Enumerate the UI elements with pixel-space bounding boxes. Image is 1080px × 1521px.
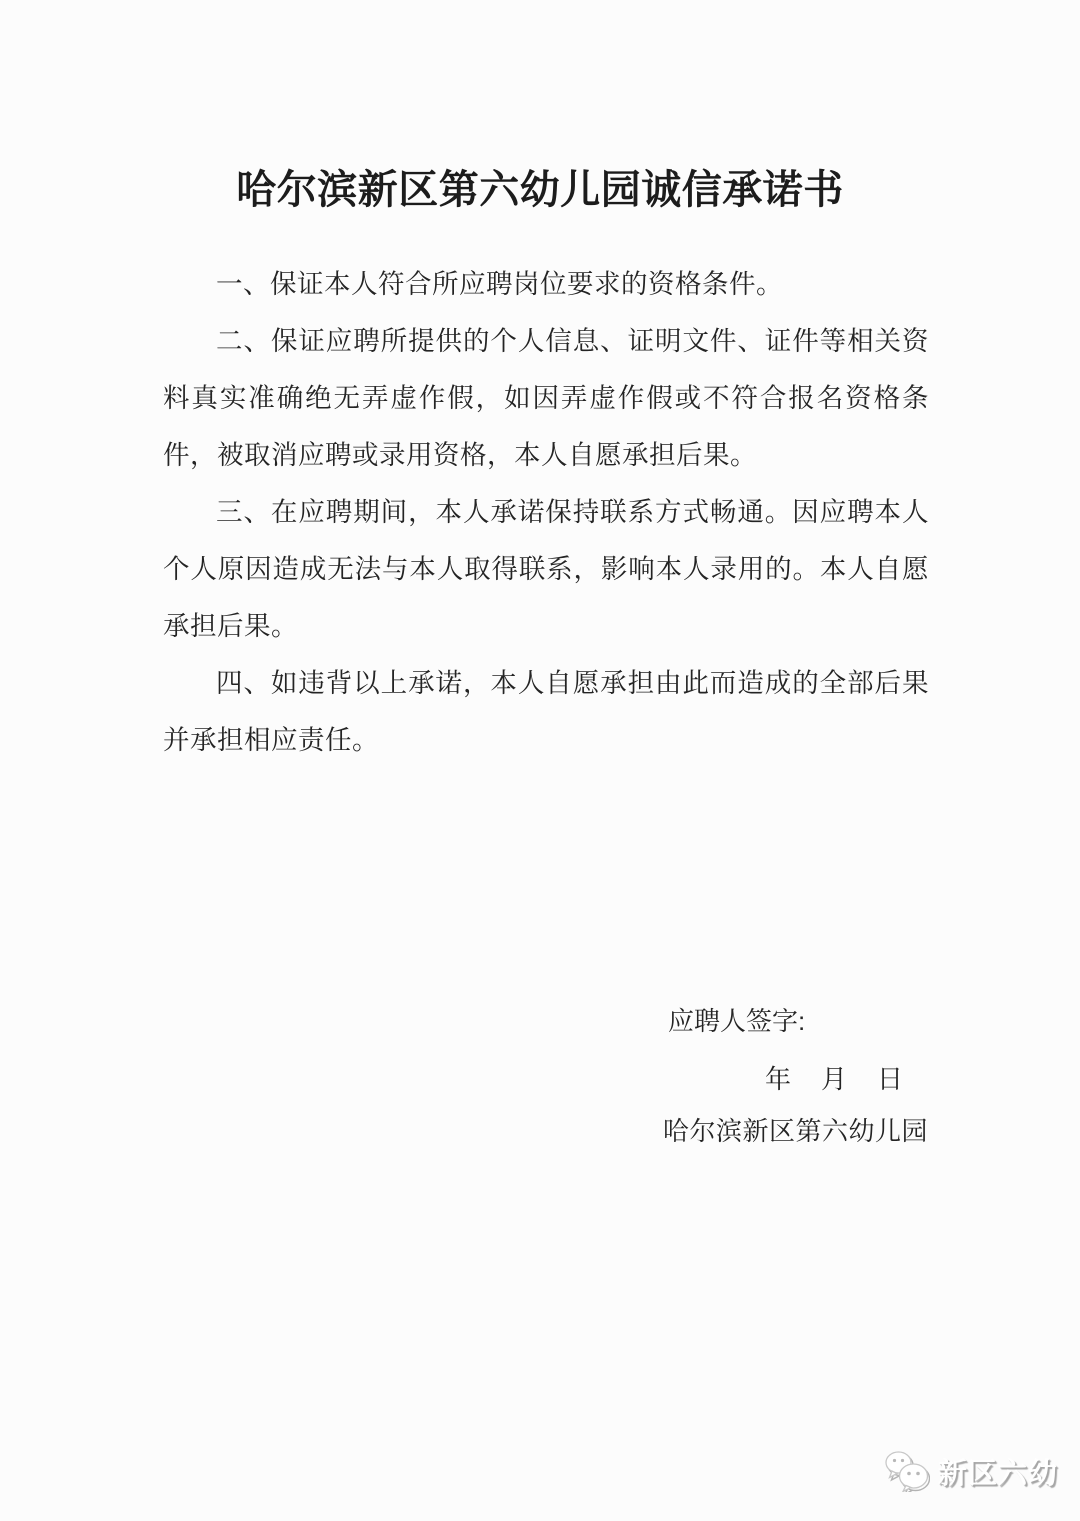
document-body xyxy=(163,256,929,769)
wechat-icon xyxy=(884,1450,930,1492)
paragraph-4: 四、如违背以上承诺，本人自愿承担由此而造成的全部后果并承担相应责任。 xyxy=(163,668,929,755)
paragraph-3: 三、在应聘期间，本人承诺保持联系方式畅通。因应聘本人个人原因造成无法与本人取得联系，影响本人录用的。本人自愿承担后果。 xyxy=(163,497,929,641)
signature-date-line: 年 月 日 xyxy=(765,1064,906,1094)
paragraph-2: 二、保证应聘所提供的个人信息、证明文件、证件等相关资料真实准确绝无弄虚作假，如因弄虚作假或不符合报名资格条件，被取消应聘或录用资格，本人自愿承担后果。 xyxy=(163,326,929,470)
signature-organization-name: 哈尔滨新区第六幼儿园 xyxy=(663,1116,929,1146)
watermark xyxy=(884,1450,1058,1492)
watermark-label: 新区六幼 xyxy=(938,1457,1059,1490)
signature-signer-label: 应聘人签字: xyxy=(668,1006,806,1036)
document-title: 哈尔滨新区第六幼儿园诚信承诺书 xyxy=(236,168,844,212)
paragraph-1: 一、保证本人符合所应聘岗位要求的资格条件。 xyxy=(216,269,783,299)
